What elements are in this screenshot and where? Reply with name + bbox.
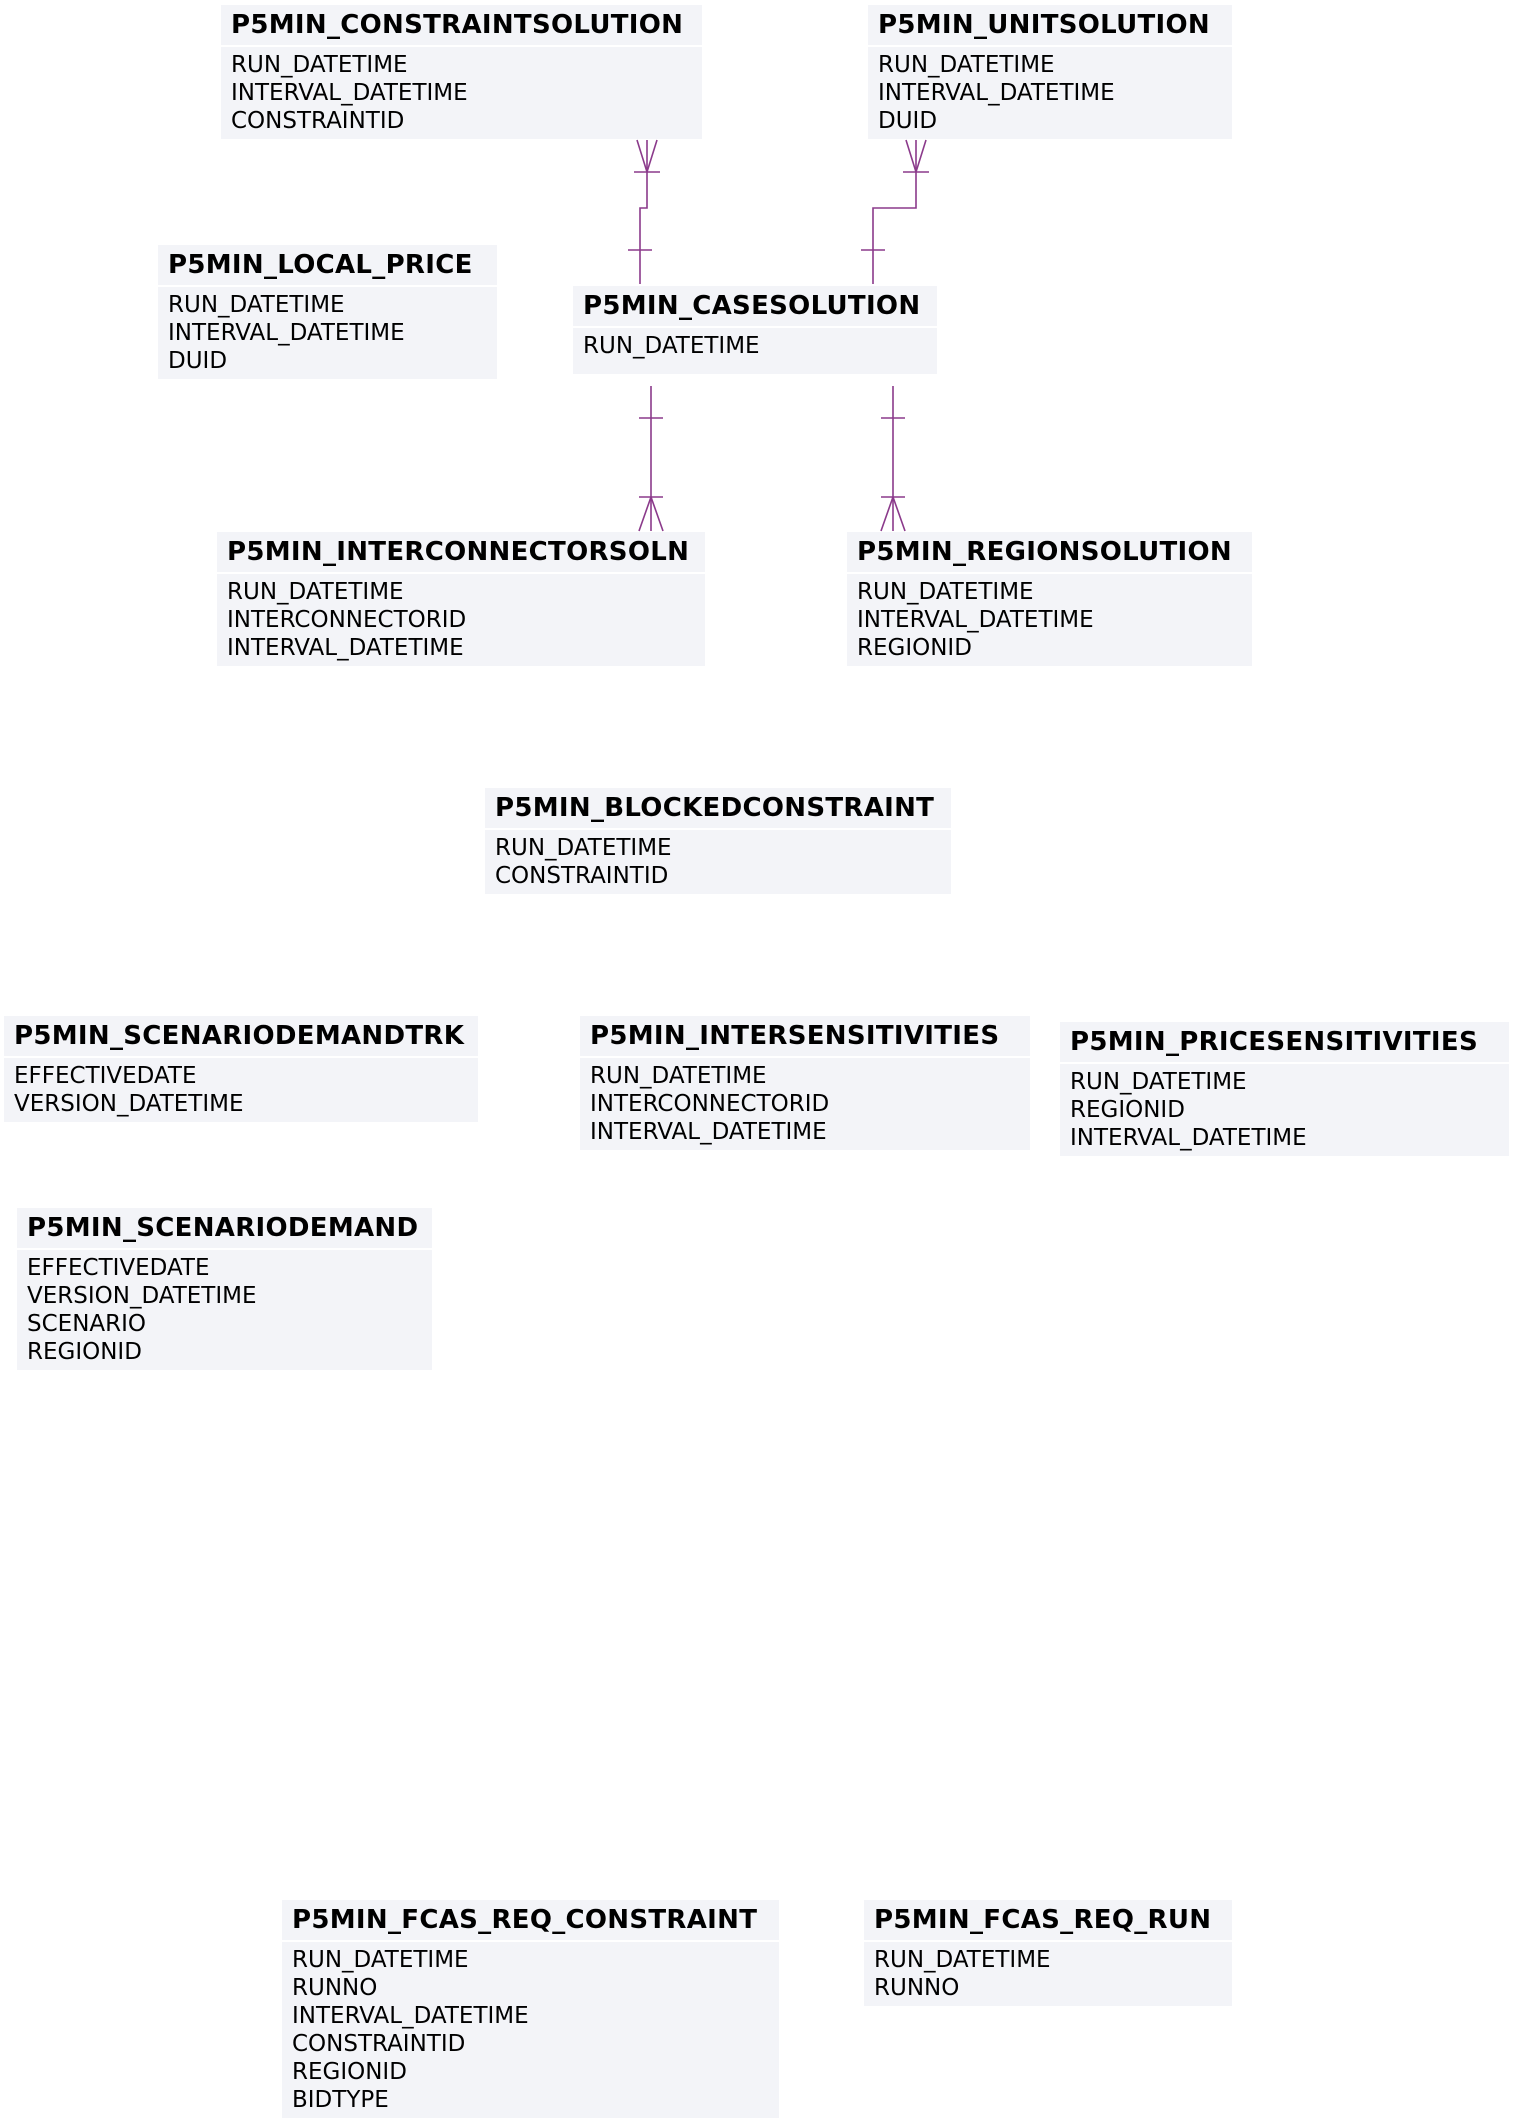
entity-title: P5MIN_SCENARIODEMANDTRK — [4, 1016, 478, 1058]
attribute: INTERVAL_DATETIME — [1070, 1125, 1307, 1151]
attribute: DUID — [168, 348, 228, 374]
attribute: INTERVAL_DATETIME — [168, 320, 405, 346]
attribute: RUN_DATETIME — [874, 1947, 1051, 1973]
attribute: INTERVAL_DATETIME — [292, 2003, 529, 2029]
attribute: RUN_DATETIME — [1070, 1069, 1247, 1095]
entity-p5min-scenariodemand[interactable] — [17, 1208, 432, 1370]
attribute: REGIONID — [292, 2059, 407, 2085]
rel-casesolution-unitsolution — [861, 140, 929, 284]
attribute: RUN_DATETIME — [878, 52, 1055, 78]
entity-p5min-fcas-req-run[interactable] — [864, 1900, 1232, 2006]
entity-title: P5MIN_BLOCKEDCONSTRAINT — [485, 788, 951, 830]
attribute: RUN_DATETIME — [231, 52, 408, 78]
entity-title: P5MIN_REGIONSOLUTION — [847, 532, 1252, 574]
attribute: CONSTRAINTID — [292, 2031, 466, 2057]
attribute: EFFECTIVEDATE — [27, 1255, 210, 1281]
entity-p5min-unitsolution[interactable] — [868, 5, 1232, 139]
entity-title: P5MIN_UNITSOLUTION — [868, 5, 1232, 47]
rel-casesolution-constraintsolution — [628, 140, 660, 284]
attribute: INTERCONNECTORID — [590, 1091, 830, 1117]
attribute: SCENARIO — [27, 1311, 146, 1337]
attribute: REGIONID — [1070, 1097, 1185, 1123]
attribute: VERSION_DATETIME — [14, 1091, 244, 1117]
attribute: INTERVAL_DATETIME — [878, 80, 1115, 106]
attribute: RUN_DATETIME — [168, 292, 345, 318]
attribute: DUID — [878, 108, 938, 134]
rel-casesolution-interconnectorsoln — [639, 386, 663, 531]
attribute: INTERVAL_DATETIME — [590, 1119, 827, 1145]
entity-title: P5MIN_LOCAL_PRICE — [158, 245, 497, 287]
attribute: CONSTRAINTID — [495, 863, 669, 889]
entity-p5min-constraintsolution[interactable] — [221, 5, 702, 139]
attribute: RUN_DATETIME — [227, 579, 404, 605]
attribute: RUN_DATETIME — [590, 1063, 767, 1089]
entity-title: P5MIN_PRICESENSITIVITIES — [1060, 1022, 1509, 1064]
attribute: RUN_DATETIME — [495, 835, 672, 861]
entity-p5min-intersensitivities[interactable] — [580, 1016, 1030, 1150]
attribute: RUN_DATETIME — [857, 579, 1034, 605]
entity-p5min-blockedconstraint[interactable] — [485, 788, 951, 894]
attribute: REGIONID — [27, 1339, 142, 1365]
attribute: EFFECTIVEDATE — [14, 1063, 197, 1089]
entity-p5min-scenariodemandtrk[interactable] — [4, 1016, 478, 1122]
entity-p5min-local-price[interactable] — [158, 245, 497, 379]
attribute: RUNNO — [292, 1975, 378, 2001]
entity-p5min-regionsolution[interactable] — [847, 532, 1252, 666]
entity-title: P5MIN_FCAS_REQ_RUN — [864, 1900, 1232, 1942]
attribute: INTERVAL_DATETIME — [857, 607, 1094, 633]
entity-p5min-pricesensitivities[interactable] — [1060, 1022, 1509, 1156]
entity-title: P5MIN_INTERCONNECTORSOLN — [217, 532, 705, 574]
entity-p5min-casesolution[interactable] — [573, 286, 937, 374]
attribute: RUN_DATETIME — [583, 333, 760, 359]
attribute: VERSION_DATETIME — [27, 1283, 257, 1309]
rel-casesolution-regionsolution — [881, 386, 905, 531]
entity-title: P5MIN_SCENARIODEMAND — [17, 1208, 432, 1250]
entity-title: P5MIN_CASESOLUTION — [573, 286, 937, 328]
entity-title: P5MIN_CONSTRAINTSOLUTION — [221, 5, 702, 47]
entity-p5min-fcas-req-constraint[interactable] — [282, 1900, 779, 2118]
entity-title: P5MIN_FCAS_REQ_CONSTRAINT — [282, 1900, 779, 1942]
attribute: REGIONID — [857, 635, 972, 661]
attribute: INTERVAL_DATETIME — [227, 635, 464, 661]
attribute: RUN_DATETIME — [292, 1947, 469, 1973]
attribute: CONSTRAINTID — [231, 108, 405, 134]
attribute: INTERCONNECTORID — [227, 607, 467, 633]
entity-p5min-interconnectorsoln[interactable] — [217, 532, 705, 666]
attribute: INTERVAL_DATETIME — [231, 80, 468, 106]
entity-title: P5MIN_INTERSENSITIVITIES — [580, 1016, 1030, 1058]
attribute: BIDTYPE — [292, 2087, 389, 2113]
attribute: RUNNO — [874, 1975, 960, 2001]
